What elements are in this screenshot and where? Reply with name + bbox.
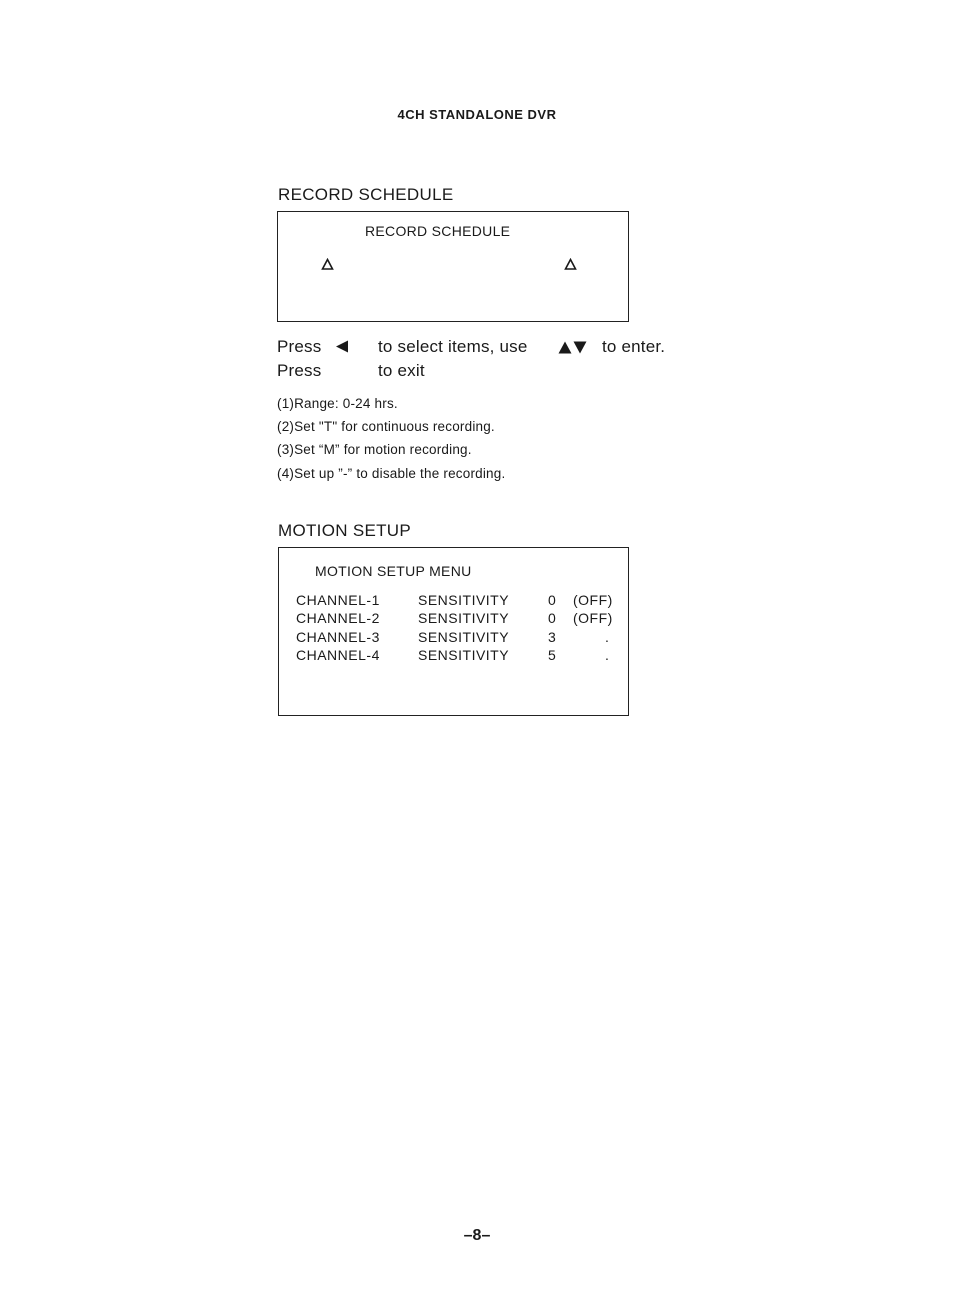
instruction-exit-text: to exit [378,361,425,380]
document-header: 4CH STANDALONE DVR [397,107,557,122]
instruction-select-text: to select items, use [378,337,528,356]
arrow-left-icon [335,340,349,353]
record-schedule-screen [277,211,629,322]
note-range: (1)Range: 0-24 hrs. [277,396,398,411]
sensitivity-status: (OFF) [573,610,613,626]
triangle-up-outline-icon [321,258,334,271]
note-motion: (3)Set “M” for motion recording. [277,442,472,457]
channel-label: CHANNEL-3 [296,629,380,645]
motion-setup-screen-title: MOTION SETUP MENU [315,563,472,579]
sensitivity-status: (OFF) [573,592,613,608]
note-continuous: (2)Set "T" for continuous recording. [277,419,495,434]
sensitivity-label: SENSITIVITY [418,592,510,608]
motion-setup-section-title: MOTION SETUP [278,521,411,540]
instruction-enter-text: to enter. [602,337,666,356]
triangle-up-outline-icon [564,258,577,271]
instruction-press-label: Press [277,337,322,356]
record-schedule-section-title: RECORD SCHEDULE [278,185,454,204]
channel-label: CHANNEL-2 [296,610,380,626]
note-disable: (4)Set up ”-” to disable the recording. [277,466,506,481]
channel-label: CHANNEL-1 [296,592,380,608]
sensitivity-label: SENSITIVITY [418,610,510,626]
sensitivity-label: SENSITIVITY [418,629,510,645]
page-number: –8– [463,1227,491,1244]
sensitivity-value: 0 [548,592,557,608]
sensitivity-label: SENSITIVITY [418,647,510,663]
motion-setup-screen [278,547,629,716]
sensitivity-status: . [605,647,610,663]
sensitivity-value: 0 [548,610,557,626]
instruction-press-label: Press [277,361,322,380]
sensitivity-value: 3 [548,629,557,645]
arrow-up-down-icon [558,341,588,354]
sensitivity-status: . [605,629,610,645]
channel-label: CHANNEL-4 [296,647,380,663]
record-schedule-screen-title: RECORD SCHEDULE [365,223,511,239]
sensitivity-value: 5 [548,647,557,663]
